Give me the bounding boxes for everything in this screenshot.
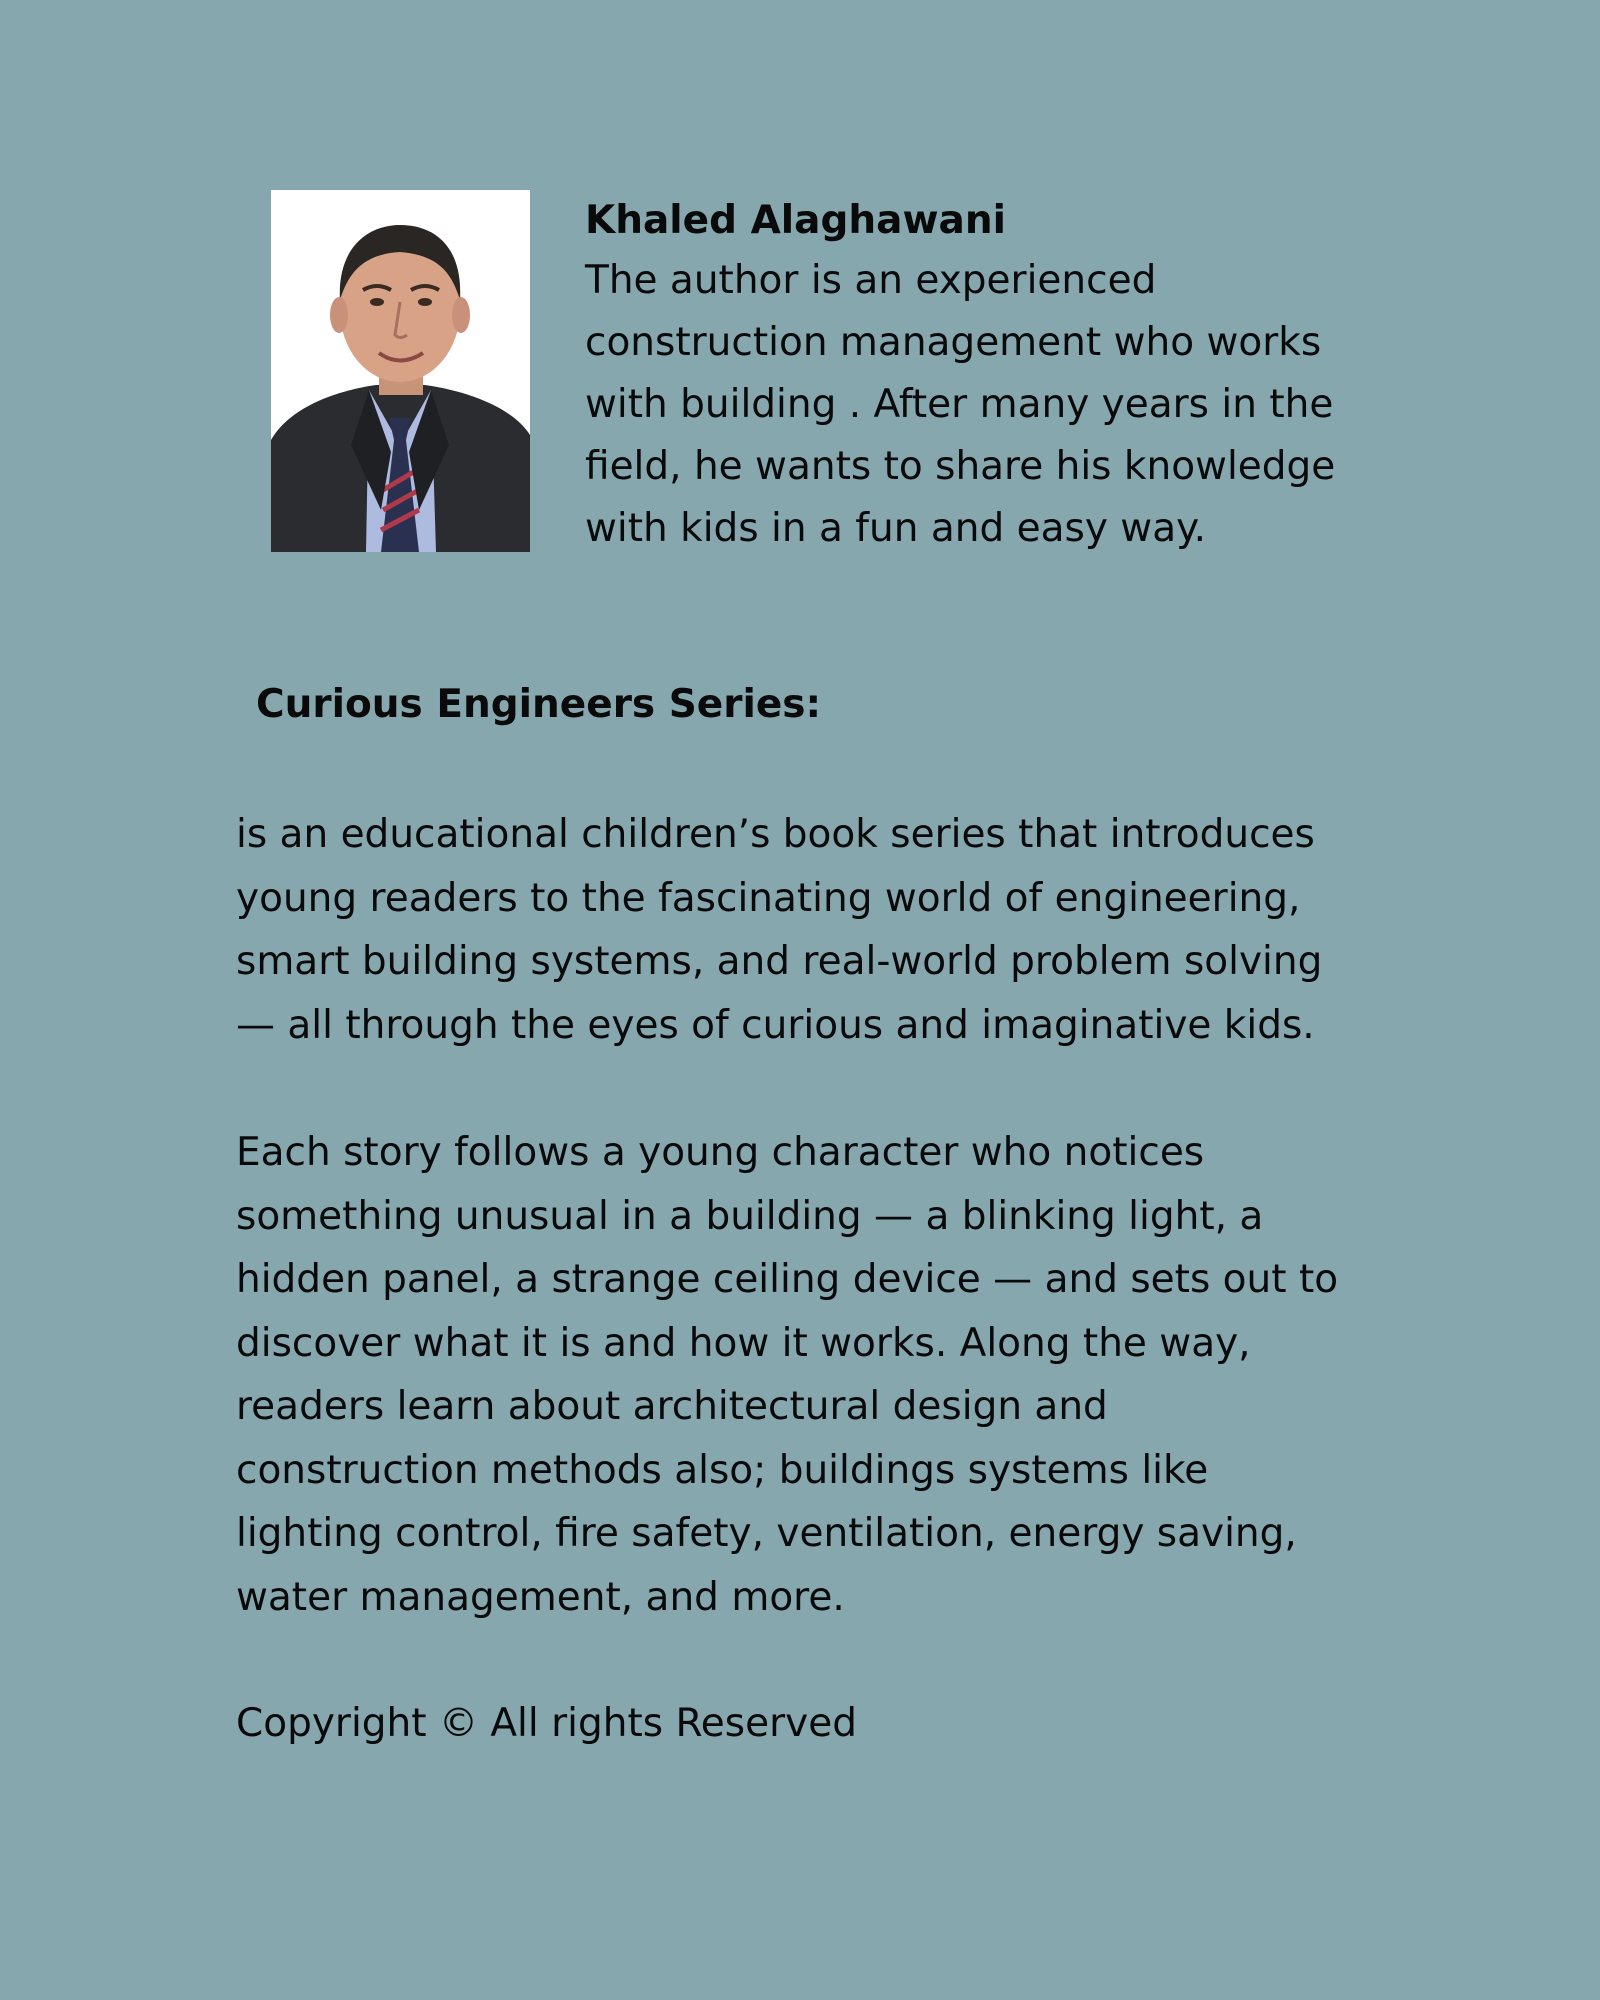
paragraph-line: Each story follows a young character who notices (236, 1130, 1205, 1175)
author-photo (271, 190, 530, 552)
paragraph-line: construction methods also; buildings systems like (236, 1447, 1209, 1493)
paragraph-line: hidden panel, a strange ceiling device — and sets out to (236, 1257, 1339, 1302)
paragraph-line: readers learn about architectural design and (236, 1384, 1108, 1429)
paragraph-line: lighting control, fire safety, ventilation, energy saving, (236, 1511, 1297, 1556)
series-paragraph-details (236, 1121, 1416, 1629)
paragraph-line: water management, and more. (236, 1574, 845, 1620)
series-paragraph-intro (236, 803, 1416, 1057)
paragraph-line: smart building systems, and real-world problem solving (236, 939, 1323, 984)
series-heading: Curious Engineers Series: (256, 682, 822, 727)
author-bio-line: field, he wants to share his knowledge (585, 444, 1336, 489)
author-bio-line: with building . After many years in the (585, 382, 1334, 427)
author-bio-line: The author is an experienced (585, 258, 1157, 303)
paragraph-line: discover what it is and how it works. Along the way, (236, 1320, 1251, 1366)
author-section (585, 192, 1365, 560)
paragraph-line: is an educational children’s book series that introduces (236, 812, 1315, 857)
copyright-notice: Copyright © All rights Reserved (236, 1701, 857, 1746)
paragraph-line: — all through the eyes of curious and imaginative kids. (236, 1002, 1315, 1048)
paragraph-line: something unusual in a building — a blinking light, a (236, 1193, 1264, 1239)
author-name: Khaled Alaghawani (585, 198, 1006, 243)
paragraph-line: young readers to the fascinating world of engineering, (236, 875, 1301, 921)
author-bio-line: with kids in a fun and easy way. (585, 506, 1207, 551)
author-bio (585, 250, 1365, 560)
author-bio-line: construction management who works (585, 320, 1322, 365)
author-portrait-image (271, 190, 530, 552)
